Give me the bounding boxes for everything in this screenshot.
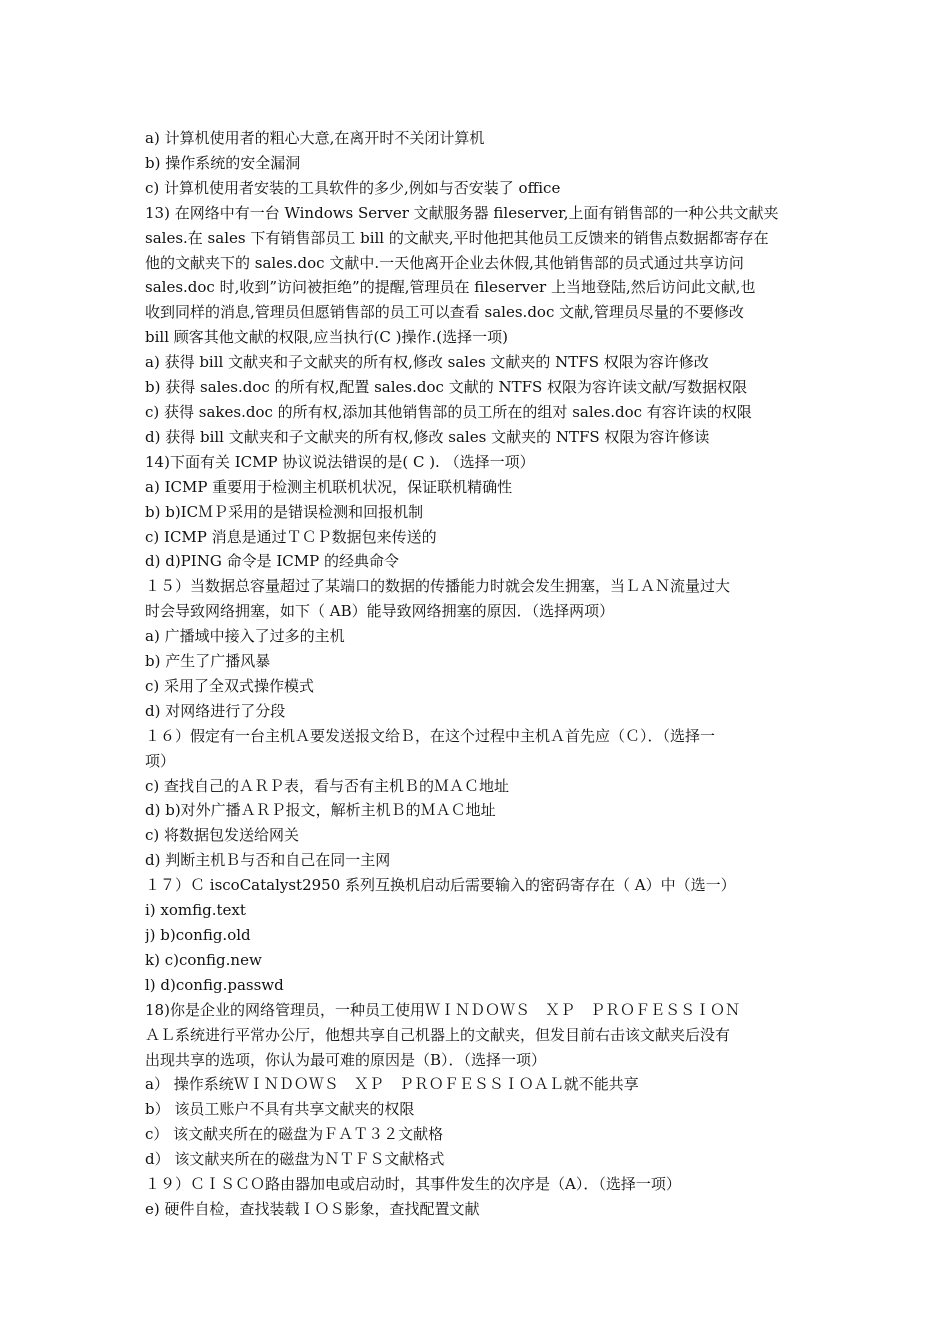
- option-line: a) 获得 bill 文献夹和子文献夹的所有权,修改 sales 文献夹的 NTFS 权限为容许修改: [145, 353, 709, 372]
- option-line: c) 将数据包发送给网关: [145, 826, 300, 845]
- option-line: d) 获得 bill 文献夹和子文献夹的所有权,修改 sales 文献夹的 NTFS 权限为容许修读: [145, 427, 710, 446]
- option-line: a） 操作系统ＷＩＮＤＯＷＳ ＸＰ ＰＲＯＦＥＳＳＩＯＡＬ就不能共享: [145, 1075, 639, 1094]
- option-line: c) 查找自己的ＡＲＰ表，看与否有主机Ｂ的ＭＡＣ地址: [145, 776, 510, 795]
- option-line: d) d)PING 命令是 ICMP 的经典命令: [145, 552, 399, 571]
- option-line: e) 硬件自检，查找装载ＩＯＳ影象，查找配置文献: [145, 1199, 480, 1218]
- question-19-line: １９）ＣＩＳＣＯ路由器加电或启动时，其事件发生的次序是（A）．（选择一项）: [145, 1175, 681, 1194]
- question-18-line: ＡＬ系统进行平常办公厅，他想共享自己机器上的文献夹，但发目前右击该文献夹后没有: [145, 1025, 731, 1044]
- option-line: j) b)config.old: [145, 926, 251, 944]
- option-line: d) 对网络进行了分段: [145, 701, 286, 720]
- option-line: l) d)config.passwd: [145, 975, 284, 994]
- question-17-line: １７）Ｃ iscoCatalyst2950 系列互换机启动后需要输入的密码寄存在（ A）中（选一）: [145, 876, 736, 895]
- option-line: c) 采用了全双式操作模式: [145, 676, 315, 695]
- question-14-line: 14)下面有关 ICMP 协议说法错误的是( C ). （选择一项）: [145, 452, 535, 471]
- option-line: a) 广播域中接入了过多的主机: [145, 627, 345, 646]
- option-line: b) 获得 sales.doc 的所有权,配置 sales.doc 文献的 NTFS 权限为容许读文献/写数据权限: [145, 378, 748, 397]
- option-line: b) b)ICＭＰ采用的是错误检测和回报机制: [145, 502, 424, 521]
- question-13-line: bill 顾客其他文献的权限,应当执行(C )操作.(选择一项): [145, 328, 508, 347]
- question-13-line: 13) 在网络中有一台 Windows Server 文献服务器 fileserver,上面有销售部的一种公共文献夹: [145, 203, 779, 222]
- document-page: [145, 126, 810, 1222]
- question-13-line: sales.doc 时,收到”访问被拒绝”的提醒,管理员在 fileserver 上当地登陆,然后访问此文献,也: [145, 278, 756, 297]
- question-18-line: 出现共享的选项，你认为最可难的原因是（B）．（选择一项）: [145, 1050, 547, 1069]
- option-line: d) b)对外广播ＡＲＰ报文，解析主机Ｂ的ＭＡＣ地址: [145, 801, 496, 820]
- option-line: i) xomfig.text: [145, 901, 246, 920]
- text-line: b) 操作系统的安全漏洞: [145, 153, 301, 172]
- question-15-line: 时会导致网络拥塞，如下（ AB）能导致网络拥塞的原因．（选择两项）: [145, 602, 615, 621]
- text-line: a) 计算机使用者的粗心大意,在离开时不关闭计算机: [145, 129, 485, 147]
- option-line: a) ICMP 重要用于检测主机联机状况，保证联机精确性: [145, 477, 513, 496]
- question-15-line: １５）当数据总容量超过了某端口的数据的传播能力时就会发生拥塞，当ＬＡＮ流量过大: [145, 577, 731, 596]
- question-13-line: sales.在 sales 下有销售部员工 bill 的文献夹,平时他把其他员工反馈来的销售点数据都寄存在: [145, 228, 769, 247]
- question-13-line: 收到同样的消息,管理员但愿销售部的员工可以查看 sales.doc 文献,管理员尽量的不要修改: [145, 303, 744, 322]
- option-line: d) 判断主机Ｂ与否和自己在同一主网: [145, 851, 391, 870]
- option-line: b) 产生了广播风暴: [145, 652, 271, 671]
- option-line: c） 该文献夹所在的磁盘为ＦＡＴ３２文献格: [145, 1125, 444, 1144]
- option-line: b） 该员工账户不具有共享文献夹的权限: [145, 1100, 415, 1119]
- question-16-line: １６）假定有一台主机Ａ要发送报文给Ｂ，在这个过程中主机Ａ首先应（Ｃ）．（选择一: [145, 726, 716, 745]
- question-18-line: 18)你是企业的网络管理员，一种员工使用ＷＩＮＤＯＷＳ ＸＰ ＰＲＯＦＥＳＳＩＯＮ: [145, 1000, 740, 1019]
- option-line: d） 该文献夹所在的磁盘为ＮＴＦＳ文献格式: [145, 1150, 445, 1169]
- question-16-line: 项）: [145, 751, 176, 770]
- option-line: c) 获得 sakes.doc 的所有权,添加其他销售部的员工所在的组对 sales.doc 有容许读的权限: [145, 402, 752, 421]
- question-13-line: 他的文献夹下的 sales.doc 文献中.一天他离开企业去休假,其他销售部的员式通过共享访问: [145, 253, 744, 272]
- text-line: c) 计算机使用者安装的工具软件的多少,例如与否安装了 office: [145, 178, 561, 197]
- option-line: k) c)config.new: [145, 950, 262, 969]
- option-line: c) ICMP 消息是通过ＴＣＰ数据包来传送的: [145, 527, 437, 546]
